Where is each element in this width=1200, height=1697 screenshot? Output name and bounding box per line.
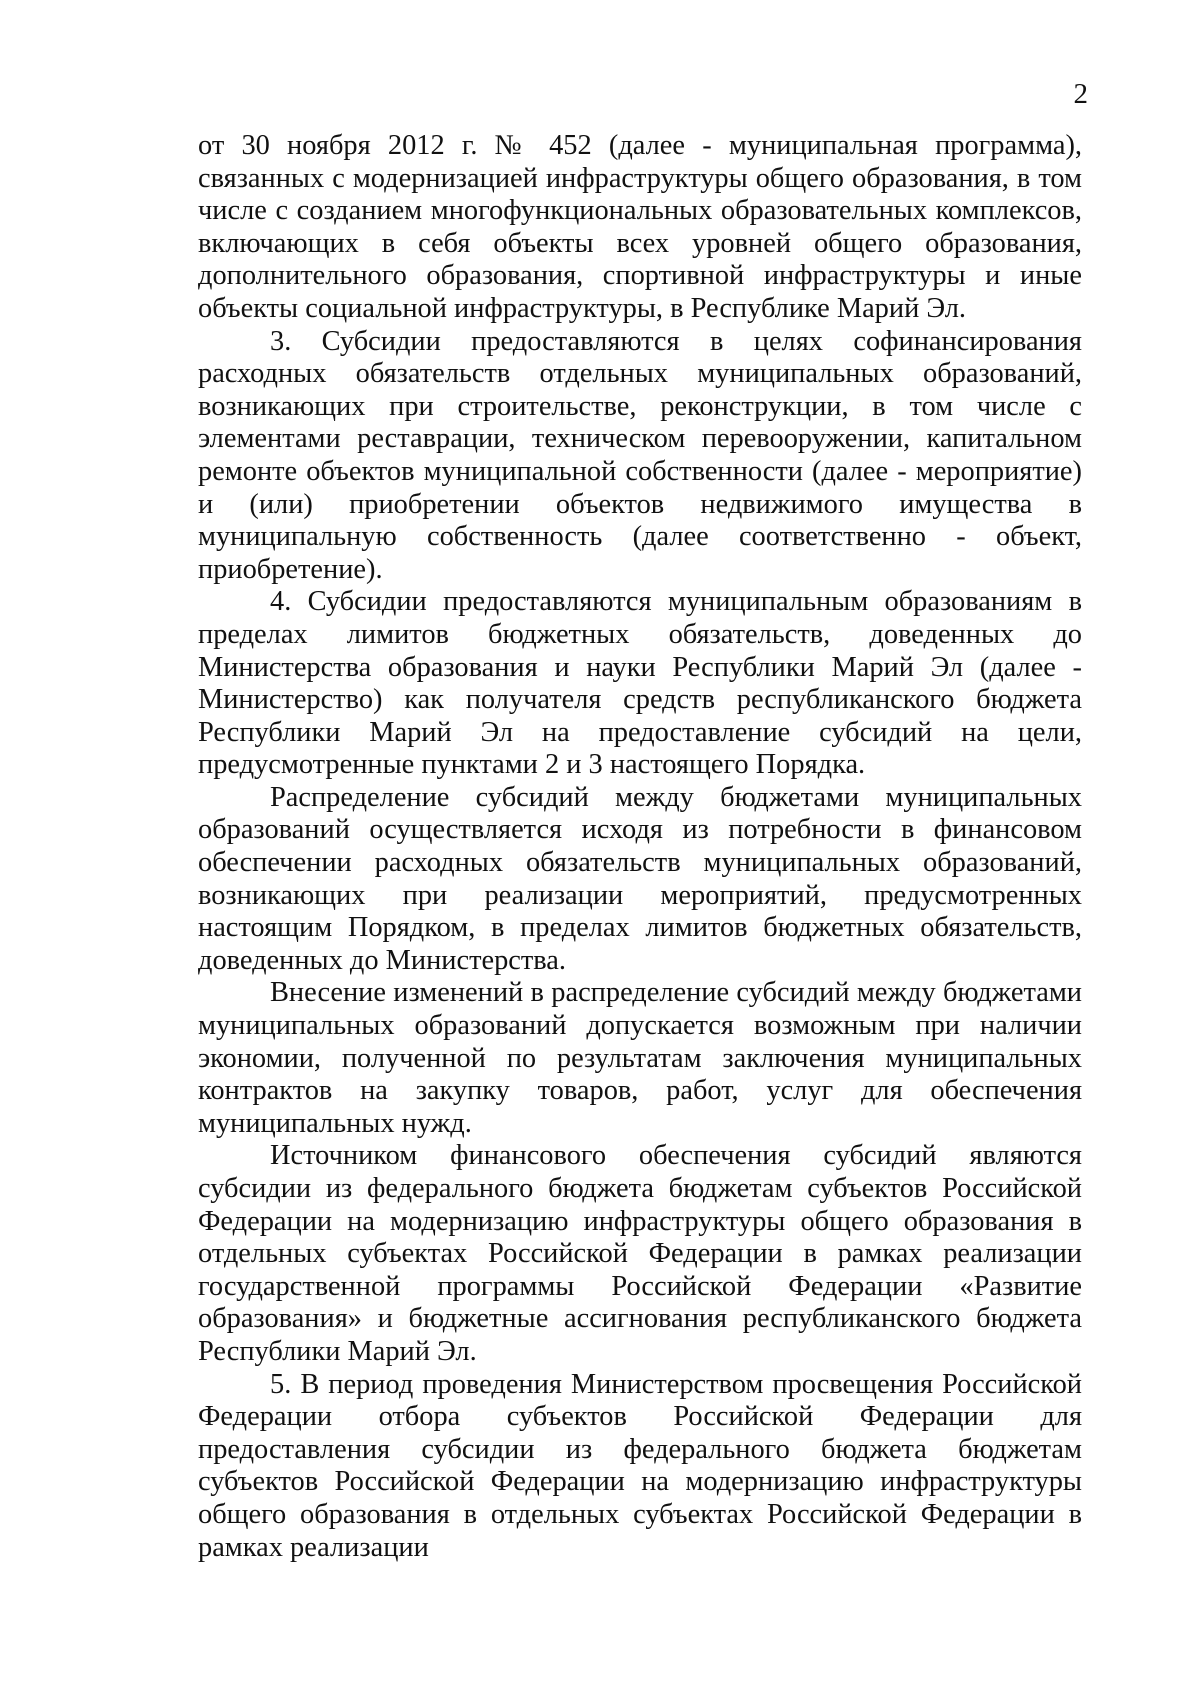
document-body [198,130,1082,1564]
paragraph-changes: Внесение изменений в распределение субсидий между бюджетами муниципальных образований допускается возможным при наличии экономии, полученной по результатам заключения муниципальных контрактов на закупку товаров, работ, услуг для обеспечения муниципальных нужд. [198,977,1082,1139]
paragraph-distribution: Распределение субсидий между бюджетами муниципальных образований осуществляется исходя из потребности в финансовом обеспечении расходных обязательств муниципальных образований, возникающих при реализации мероприятий, предусмотренных настоящим Порядком, в пределах лимитов бюджетных обязательств, доведенных до Министерства. [198,781,1082,976]
paragraph-item-3: 3. Субсидии предоставляются в целях софинансирования расходных обязательств отдельных муниципальных образований, возникающих при строительстве, реконструкции, в том числе с элементами реставрации, техническом перевооружении, капитальном ремонте объектов муниципальной собственности (далее - мероприятие) и (или) приобретении объектов недвижимого имущества в муниципальную собственность (далее соответственно - объект, приобретение). [198,325,1082,585]
paragraph-item-4: 4. Субсидии предоставляются муниципальным образованиям в пределах лимитов бюджетных обязательств, доведенных до Министерства образования и науки Республики Марий Эл (далее - Министерство) как получателя средств республиканского бюджета Республики Марий Эл на предоставление субсидий на цели, предусмотренные пунктами 2 и 3 настоящего Порядка. [198,586,1082,781]
page-number: 2 [1073,78,1088,110]
paragraph-continuation: от 30 ноября 2012 г. № 452 (далее - муниципальная программа), связанных с модернизацией инфраструктуры общего образования, в том числе с созданием многофункциональных образовательных комплексов, включающих в себя объекты всех уровней общего образования, дополнительного образования, спортивной инфраструктуры и иные объекты социальной инфраструктуры, в Республике Марий Эл. [198,130,1082,324]
paragraph-funding-source: Источником финансового обеспечения субсидий являются субсидии из федерального бюджета бюджетам субъектов Российской Федерации на модернизацию инфраструктуры общего образования в отдельных субъектах Российской Федерации в рамках реализации государственной программы Российской Федерации «Развитие образования» и бюджетные ассигнования республиканского бюджета Республики Марий Эл. [198,1140,1082,1367]
paragraph-item-5: 5. В период проведения Министерством просвещения Российской Федерации отбора субъектов Российской Федерации для предоставления субсидии из федерального бюджета бюджетам субъектов Российской Федерации на модернизацию инфраструктуры общего образования в отдельных субъектах Российской Федерации в рамках реализации [198,1368,1082,1563]
